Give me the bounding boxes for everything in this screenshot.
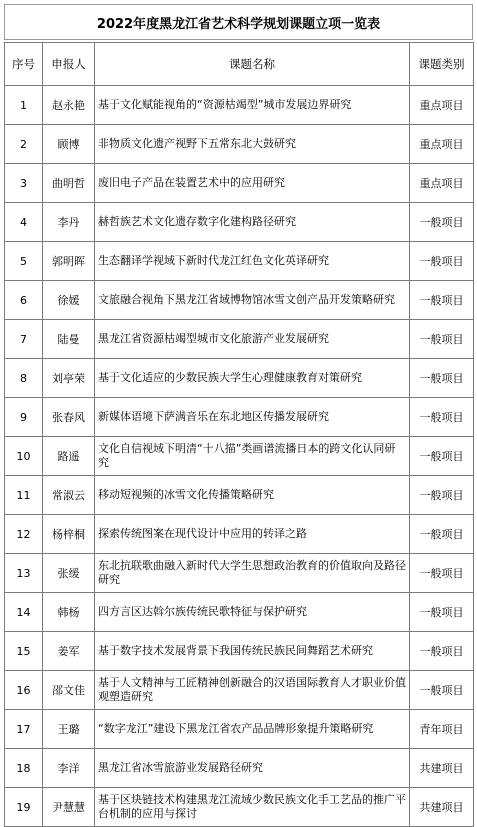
cell-topic: 废旧电子产品在装置艺术中的应用研究: [95, 164, 410, 203]
cell-no: 13: [5, 554, 43, 593]
cell-applicant: 张缓: [43, 554, 95, 593]
table-row: [5, 398, 474, 437]
cell-category: 一般项目: [410, 593, 474, 632]
cell-no: 8: [5, 359, 43, 398]
cell-applicant: 李洋: [43, 749, 95, 788]
cell-no: 9: [5, 398, 43, 437]
table-row: [5, 242, 474, 281]
cell-applicant: 路遥: [43, 437, 95, 476]
cell-category: 一般项目: [410, 476, 474, 515]
cell-topic: 文化自信视域下明清“十八描”类画谱流播日本的跨文化认同研究: [95, 437, 410, 476]
cell-category: 一般项目: [410, 554, 474, 593]
cell-category: 一般项目: [410, 359, 474, 398]
cell-no: 11: [5, 476, 43, 515]
cell-category: 一般项目: [410, 242, 474, 281]
cell-topic: 非物质文化遗产视野下五常东北大鼓研究: [95, 125, 410, 164]
cell-no: 1: [5, 86, 43, 125]
table-row: [5, 593, 474, 632]
cell-category: 一般项目: [410, 632, 474, 671]
cell-topic: 基于文化适应的少数民族大学生心理健康教育对策研究: [95, 359, 410, 398]
cell-applicant: 常淑云: [43, 476, 95, 515]
header-no: 序号: [5, 43, 43, 86]
header-category: 课题类别: [410, 43, 474, 86]
cell-applicant: 杨梓桐: [43, 515, 95, 554]
cell-topic: 探索传统图案在现代设计中应用的转译之路: [95, 515, 410, 554]
cell-no: 14: [5, 593, 43, 632]
cell-category: 重点项目: [410, 164, 474, 203]
cell-no: 18: [5, 749, 43, 788]
cell-applicant: 韩杨: [43, 593, 95, 632]
cell-topic: 生态翻译学视域下新时代龙江红色文化英译研究: [95, 242, 410, 281]
cell-topic: 黑龙江省冰雪旅游业发展路径研究: [95, 749, 410, 788]
cell-applicant: 赵永艳: [43, 86, 95, 125]
cell-category: 重点项目: [410, 86, 474, 125]
cell-applicant: 陆曼: [43, 320, 95, 359]
cell-topic: 黑龙江省资源枯竭型城市文化旅游产业发展研究: [95, 320, 410, 359]
cell-no: 10: [5, 437, 43, 476]
cell-topic: “数字龙江”建设下黑龙江省农产品品牌形象提升策略研究: [95, 710, 410, 749]
cell-category: 一般项目: [410, 437, 474, 476]
table-row: [5, 125, 474, 164]
cell-category: 一般项目: [410, 398, 474, 437]
table-row: [5, 281, 474, 320]
cell-category: 共建项目: [410, 788, 474, 827]
table-row: [5, 437, 474, 476]
cell-topic: 基于文化赋能视角的“资源枯竭型”城市发展边界研究: [95, 86, 410, 125]
cell-applicant: 王璐: [43, 710, 95, 749]
cell-category: 一般项目: [410, 281, 474, 320]
table-row: [5, 164, 474, 203]
cell-no: 5: [5, 242, 43, 281]
table-row: [5, 749, 474, 788]
table-row: [5, 320, 474, 359]
cell-topic: 基于区块链技术构建黑龙江流域少数民族文化手工艺品的推广平台机制的应用与探讨: [95, 788, 410, 827]
cell-applicant: 顾博: [43, 125, 95, 164]
table-row: [5, 710, 474, 749]
cell-no: 19: [5, 788, 43, 827]
cell-no: 6: [5, 281, 43, 320]
cell-applicant: 徐媛: [43, 281, 95, 320]
cell-no: 4: [5, 203, 43, 242]
table-row: [5, 359, 474, 398]
cell-no: 15: [5, 632, 43, 671]
table-row: [5, 632, 474, 671]
cell-category: 一般项目: [410, 671, 474, 710]
header-topic: 课题名称: [95, 43, 410, 86]
cell-topic: 文旅融合视角下黑龙江省域博物馆冰雪文创产品开发策略研究: [95, 281, 410, 320]
cell-category: 一般项目: [410, 515, 474, 554]
cell-category: 青年项目: [410, 710, 474, 749]
table-row: [5, 788, 474, 827]
cell-category: 一般项目: [410, 203, 474, 242]
document-title: 2022年度黑龙江省艺术科学规划课题立项一览表: [4, 4, 473, 40]
cell-applicant: 曲明哲: [43, 164, 95, 203]
table-row: [5, 86, 474, 125]
cell-applicant: 张春风: [43, 398, 95, 437]
cell-applicant: 刘亭荣: [43, 359, 95, 398]
cell-applicant: 李丹: [43, 203, 95, 242]
cell-topic: 赫哲族艺术文化遗存数字化建构路径研究: [95, 203, 410, 242]
cell-no: 12: [5, 515, 43, 554]
table-row: [5, 554, 474, 593]
cell-no: 16: [5, 671, 43, 710]
cell-no: 7: [5, 320, 43, 359]
cell-category: 重点项目: [410, 125, 474, 164]
cell-applicant: 郭明晖: [43, 242, 95, 281]
cell-no: 3: [5, 164, 43, 203]
cell-applicant: 尹慧慧: [43, 788, 95, 827]
cell-topic: 移动短视频的冰雪文化传播策略研究: [95, 476, 410, 515]
table-row: [5, 203, 474, 242]
cell-topic: 基于人文精神与工匠精神创新融合的汉语国际教育人才职业价值观塑造研究: [95, 671, 410, 710]
cell-no: 2: [5, 125, 43, 164]
cell-category: 一般项目: [410, 320, 474, 359]
table-row: [5, 671, 474, 710]
cell-applicant: 姜军: [43, 632, 95, 671]
cell-topic: 基于数字技术发展背景下我国传统民族民间舞蹈艺术研究: [95, 632, 410, 671]
cell-category: 共建项目: [410, 749, 474, 788]
table-row: [5, 515, 474, 554]
cell-topic: 新媒体语境下萨满音乐在东北地区传播发展研究: [95, 398, 410, 437]
cell-topic: 东北抗联歌曲融入新时代大学生思想政治教育的价值取向及路径研究: [95, 554, 410, 593]
cell-topic: 四方言区达斡尔族传统民歌特征与保护研究: [95, 593, 410, 632]
cell-applicant: 邵文佳: [43, 671, 95, 710]
table-header-row: [5, 43, 474, 86]
header-applicant: 申报人: [43, 43, 95, 86]
table-row: [5, 476, 474, 515]
cell-no: 17: [5, 710, 43, 749]
project-table: [4, 42, 474, 827]
